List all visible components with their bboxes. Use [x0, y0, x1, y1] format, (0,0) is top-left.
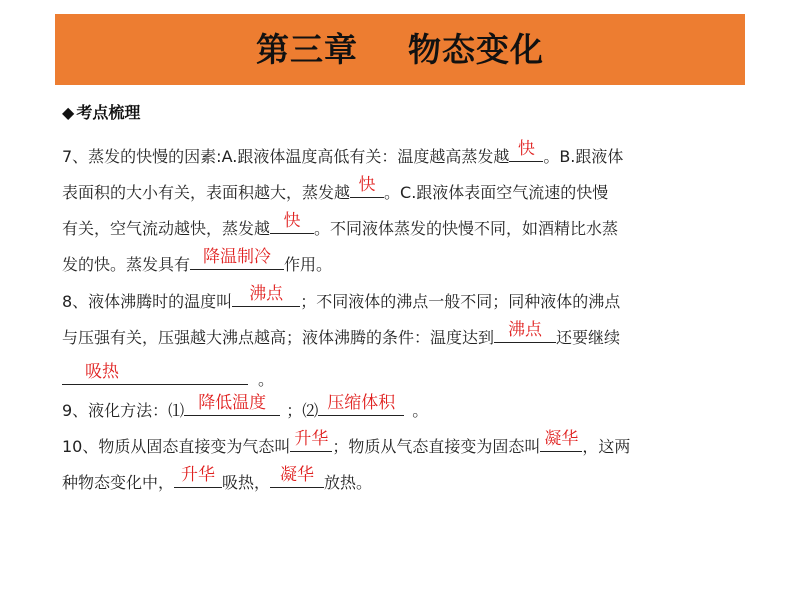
q10-blank-2: [540, 429, 582, 452]
chapter-banner: [55, 14, 745, 85]
q9-blank-2: [318, 393, 404, 416]
q8-blank-1: [232, 284, 300, 307]
q8-blank-3: [62, 362, 248, 385]
q10-answer-1: 升华: [294, 429, 329, 449]
q9-answer-1: 降低温度: [198, 393, 267, 413]
q8-blank-2: [494, 320, 556, 343]
q10-answer-2: 凝华: [544, 429, 579, 449]
q8-answer-3: 吸热: [85, 362, 119, 382]
section-heading: [62, 100, 140, 123]
q10-blank-3: [174, 465, 222, 488]
q7-line-4: 发的快。蒸发具有 降温制冷 作用。: [62, 247, 333, 274]
q8-line-1: 8、液体沸腾时的温度叫 沸点 ；不同液体的沸点一般不同；同种液体的沸点: [62, 284, 621, 311]
q7-blank-4: [190, 247, 284, 270]
q10-answer-4: 凝华: [280, 465, 315, 485]
q7-blank-3: [270, 211, 314, 234]
q8-line-3: 吸热 。: [62, 366, 274, 390]
q7-line-3: 有关，空气流动越快，蒸发越 快 。不同液体蒸发的快慢不同，如酒精比水蒸: [62, 211, 619, 238]
q8-answer-1: 沸点: [249, 284, 284, 304]
q10-line-1: 10、物质从固态直接变为气态叫 升华 ；物质从气态直接变为固态叫 凝华 ，这两: [62, 429, 631, 456]
q7-blank-1: [509, 139, 543, 162]
q7-answer-1: 快: [517, 139, 535, 159]
q7-line-2: 表面积的大小有关，表面积越大，蒸发越 快 。C.跟液体表面空气流速的快慢: [62, 175, 609, 202]
q7-blank-2: [350, 175, 384, 198]
q8-line-2: 与压强有关，压强越大沸点越高；液体沸腾的条件：温度达到 沸点 还要继续: [62, 320, 621, 347]
q10-line-2: 种物态变化中， 升华 吸热， 凝华 放热。: [62, 465, 373, 492]
q7-answer-3: 快: [283, 211, 301, 231]
chapter-title: 第三章 物态变化: [256, 30, 544, 69]
q9-answer-2: 压缩体积: [327, 393, 396, 413]
q7-line-1: 7、蒸发的快慢的因素:A.跟液体温度高低有关：温度越高蒸发越 快 。B.跟液体: [62, 139, 624, 166]
q9-line-1: 9、液化方法：⑴ 降低温度 ；⑵ 压缩体积 。: [62, 393, 429, 420]
section-label: 考点梳理: [76, 103, 141, 122]
q8-answer-2: 沸点: [508, 320, 543, 340]
q10-blank-1: [290, 429, 332, 452]
q10-answer-3: 升华: [181, 465, 216, 485]
q7-answer-2: 快: [358, 175, 376, 195]
diamond-bullet-icon: ◆: [62, 103, 75, 122]
q7-answer-4: 降温制冷: [203, 247, 272, 267]
q9-blank-1: [184, 393, 280, 416]
q10-blank-4: [270, 465, 324, 488]
